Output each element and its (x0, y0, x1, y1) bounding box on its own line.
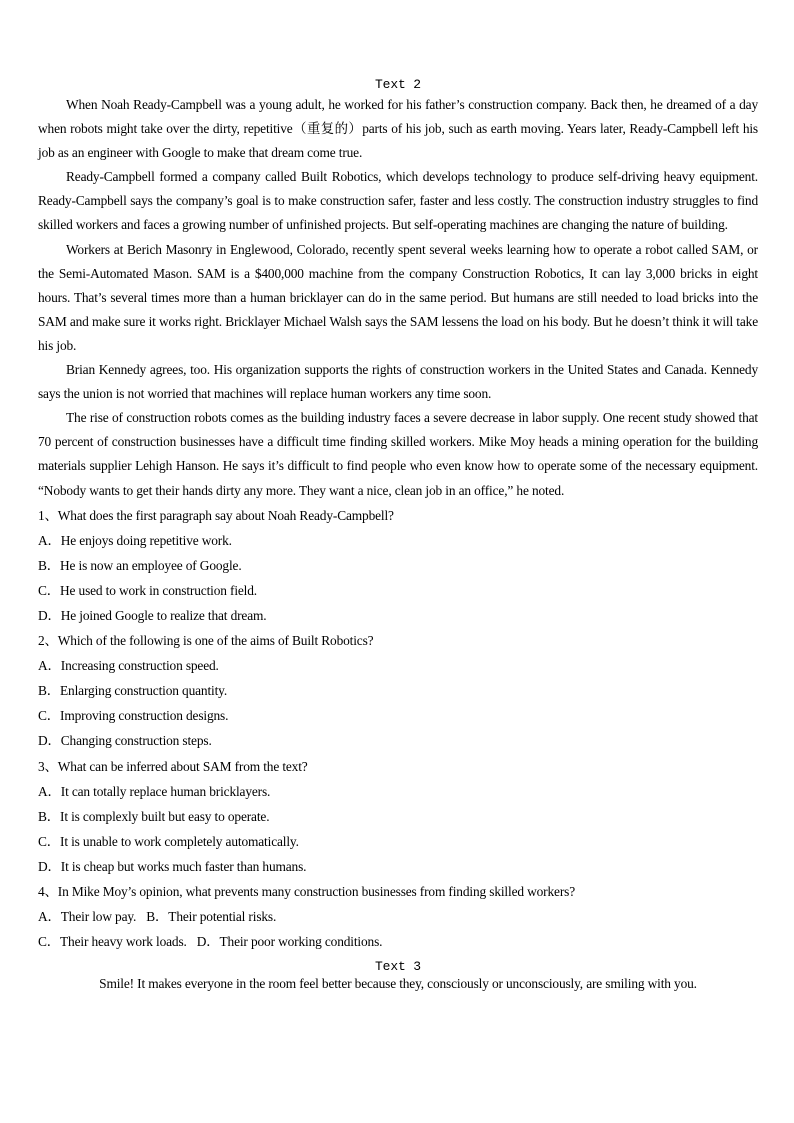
option-a: A．He enjoys doing repetitive work. (38, 532, 232, 548)
options-row-2 (38, 929, 758, 954)
text2-heading: Text 2 (375, 77, 421, 92)
text2-paragraph-2: Ready-Campbell formed a company called Built Robotics, which develops technology to produce self-driving heavy equipment. Ready-Campbell says the company’s goal is to make construction safer, faster and less costly. The construction industry struggles to find skilled workers and faces a growing number of unfinished projects. But self-operating machines are changing the nature of building. (38, 169, 758, 233)
option-a: A．Increasing construction speed. (38, 658, 219, 674)
exam-page (38, 76, 758, 992)
question-stem: 3、What can be inferred about SAM from the text? (38, 758, 308, 774)
option-d: D．It is cheap but works much faster than humans. (38, 858, 307, 874)
question-1 (38, 503, 758, 628)
question-stem: 1、What does the first paragraph say about Noah Ready-Campbell? (38, 507, 394, 523)
option-b: B．It is complexly built but easy to operate. (38, 808, 270, 824)
text2-paragraph-3: Workers at Berich Masonry in Englewood, Colorado, recently spent several weeks learning how to operate a robot called SAM, or the Semi-Automated Mason. SAM is a $400,000 machine from the company Construction Robotics, It can lay 3,000 bricks in eight hours. That’s several times more than a human bricklayer can do in the same period. But humans are still needed to load bricks into the SAM and make sure it works right. Bricklayer Michael Walsh says the SAM lessens the load on his body. But he doesn’t think it will take his job. (38, 241, 758, 353)
options-row-1 (38, 904, 758, 929)
option-b: B．He is now an employee of Google. (38, 557, 242, 573)
option-a: A．Their low pay. (38, 909, 137, 925)
option-c: C．Improving construction designs. (38, 708, 229, 724)
option-d: D．Their poor working conditions. (196, 934, 383, 950)
question-2 (38, 628, 758, 753)
text2-paragraph-1: When Noah Ready-Campbell was a young adult, he worked for his father’s construction company. Back then, he dreamed of a day when robots might take over the dirty, repetitive（重复的）parts of his job, such as earth moving. Years later, Ready-Campbell left his job as an engineer with Google to make that dream come true. (38, 97, 758, 161)
option-d: D．Changing construction steps. (38, 733, 212, 749)
text3-paragraph-1: Smile! It makes everyone in the room feel better because they, consciously or unconsciously, are smiling with you. (99, 976, 697, 992)
option-c: C．Their heavy work loads. (38, 934, 187, 950)
text2-paragraph-5: The rise of construction robots comes as the building industry faces a severe decrease in labor supply. One recent study showed that 70 percent of construction businesses have a difficult time finding skilled workers. Mike Moy heads a mining operation for the building materials supplier Lehigh Hanson. He says it’s difficult to find people who even know how to operate some of the necessary equipment. “Nobody wants to get their hands dirty any more. They want a nice, clean job in an office,” he noted. (38, 410, 758, 498)
option-b: B．Their potential risks. (146, 909, 277, 925)
question-stem: 4、In Mike Moy’s opinion, what prevents many construction businesses from finding skilled workers? (38, 884, 575, 899)
option-a: A．It can totally replace human bricklayers. (38, 783, 271, 799)
option-d: D．He joined Google to realize that dream. (38, 607, 267, 623)
option-b: B．Enlarging construction quantity. (38, 683, 228, 699)
option-c: C．He used to work in construction field. (38, 582, 257, 598)
text2-paragraph-4: Brian Kennedy agrees, too. His organization supports the rights of construction workers in the United States and Canada. Kennedy says the union is not worried that machines will replace human workers any time soon. (38, 362, 758, 402)
text3-heading: Text 3 (375, 959, 421, 975)
option-c: C．It is unable to work completely automatically. (38, 833, 299, 849)
question-3 (38, 754, 758, 879)
question-4 (38, 879, 758, 954)
question-stem: 2、Which of the following is one of the aims of Built Robotics? (38, 633, 374, 649)
